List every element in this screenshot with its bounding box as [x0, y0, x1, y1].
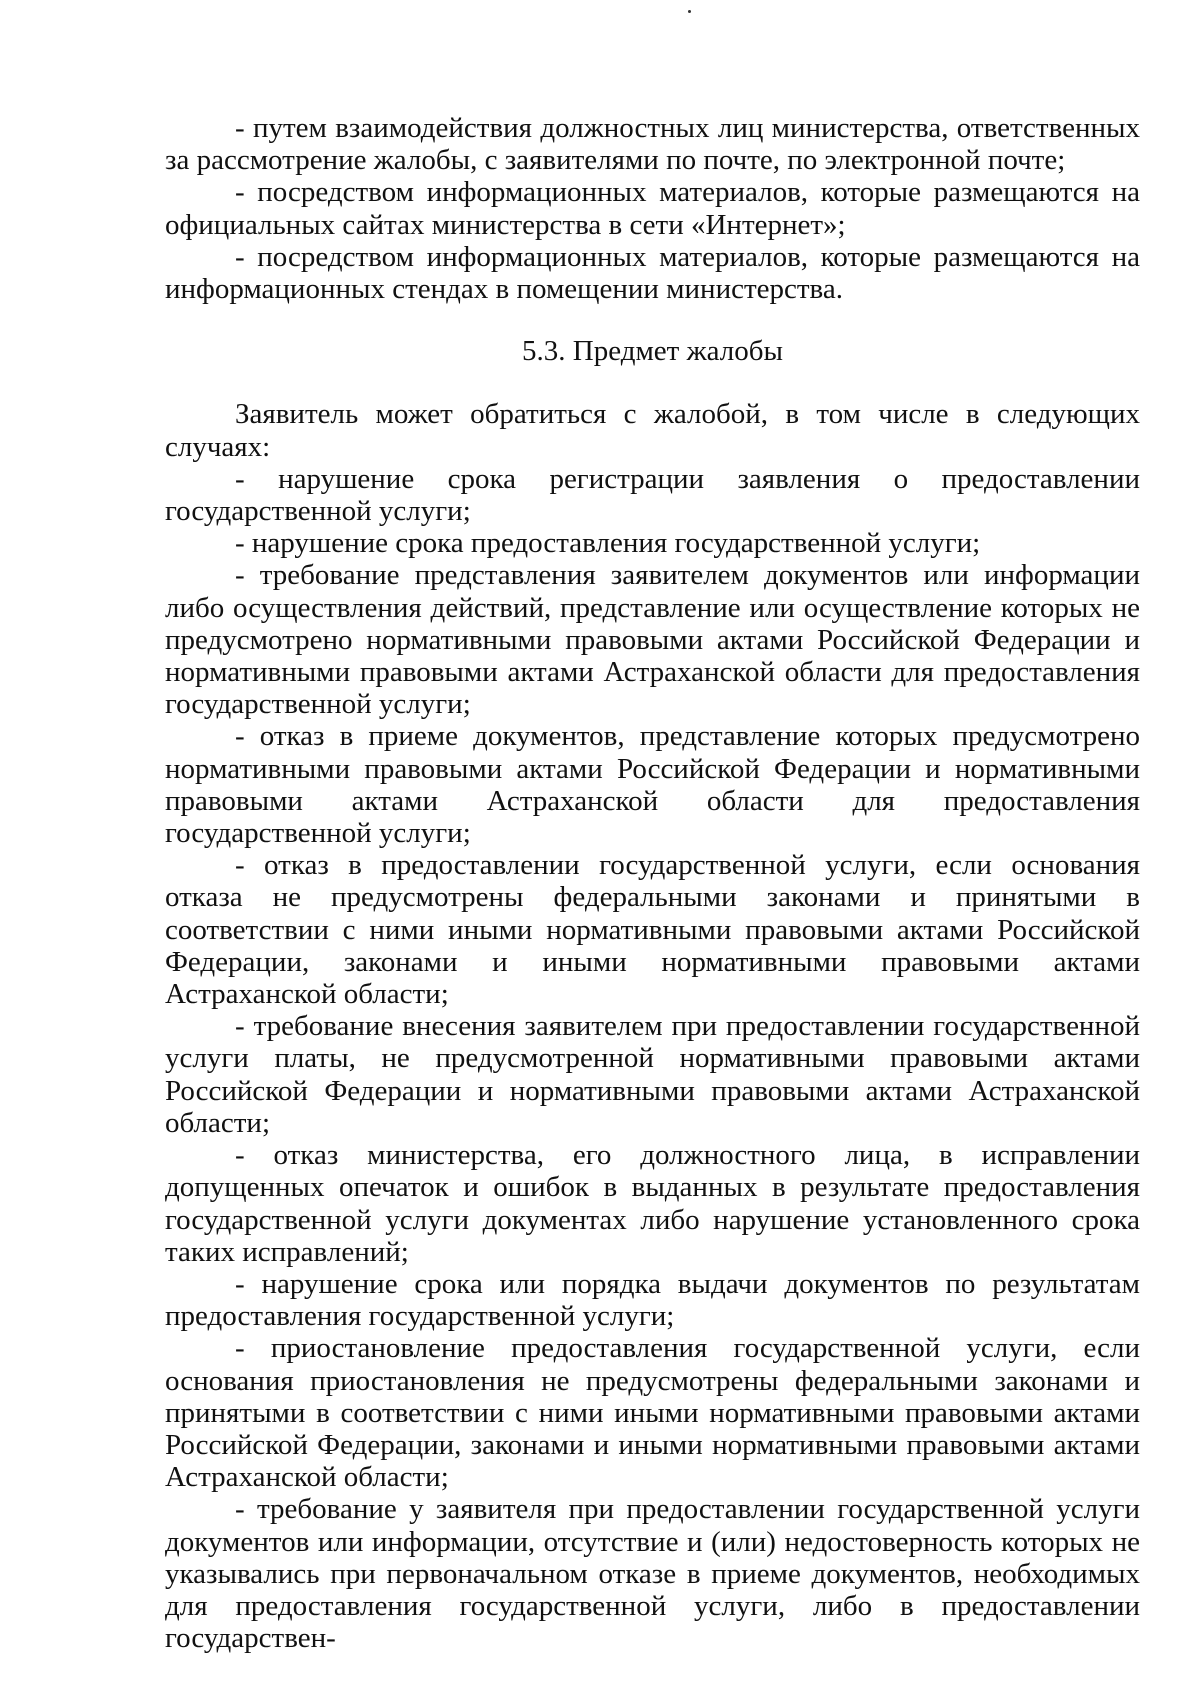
document-body: [165, 112, 1140, 1654]
section-intro: Заявитель может обратиться с жалобой, в том числе в следующих случаях:: [165, 398, 1140, 463]
intro-item: - посредством информационных материалов, которые размещаются на информационных стендах в помещении министерства.: [165, 240, 1140, 306]
case-item: - отказ министерства, его должностного лица, в исправлении допущенных опечаток и ошибок в выданных в результате предоставления государственной услуги документах либо нарушение установленного срока таких исправлений;: [165, 1139, 1140, 1268]
case-item: - требование представления заявителем документов или информации либо осуществления действий, представление или осуществление которых не предусмотрено нормативными правовыми актами Российской Федерации и нормативными правовыми актами Астраханской области для предоставления государственной услуги;: [165, 559, 1140, 721]
case-item: - нарушение срока регистрации заявления о предоставлении государственной услуги;: [165, 462, 1140, 528]
case-item: - нарушение срока предоставления государственной услуги;: [235, 527, 981, 560]
section-title: 5.3. Предмет жалобы: [522, 335, 783, 368]
case-item: - приостановление предоставления государственной услуги, если основания приостановления не предусмотрены федеральными законами и принятыми в соответствии с ними иными нормативными правовыми актами Российской Федерации, законами и иными нормативными правовыми актами Астраханской области;: [165, 1332, 1140, 1494]
scan-speck: [688, 10, 691, 13]
intro-item: - посредством информационных материалов, которые размещаются на официальных сайтах министерства в сети «Интернет»;: [165, 176, 1140, 241]
case-item: - нарушение срока или порядка выдачи документов по результатам предоставления государственной услуги;: [165, 1267, 1140, 1333]
intro-item: - путем взаимодействия должностных лиц министерства, ответственных за рассмотрение жалобы, с заявителями по почте, по электронной почте;: [165, 112, 1140, 177]
case-item: - отказ в приеме документов, представление которых предусмотрено нормативными правовыми актами Российской Федерации и нормативными правовыми актами Астраханской области для предоставления государственной услуги;: [165, 720, 1140, 850]
case-item: - требование внесения заявителем при предоставлении государственной услуги платы, не предусмотренной нормативными правовыми актами Российской Федерации и нормативными правовыми актами Астраханской области;: [165, 1010, 1140, 1139]
case-item: - требование у заявителя при предоставлении государственной услуги документов или информации, отсутствие и (или) недостоверность которых не указывались при первоначальном отказе в приеме документов, необходимых для предоставления государственной услуги, либо в предоставлении государствен-: [165, 1493, 1140, 1655]
case-item: - отказ в предоставлении государственной услуги, если основания отказа не предусмотрены федеральными законами и принятыми в соответствии с ними иными нормативными правовыми актами Российской Федерации, законами и иными нормативными правовыми актами Астраханской области;: [165, 849, 1140, 1011]
